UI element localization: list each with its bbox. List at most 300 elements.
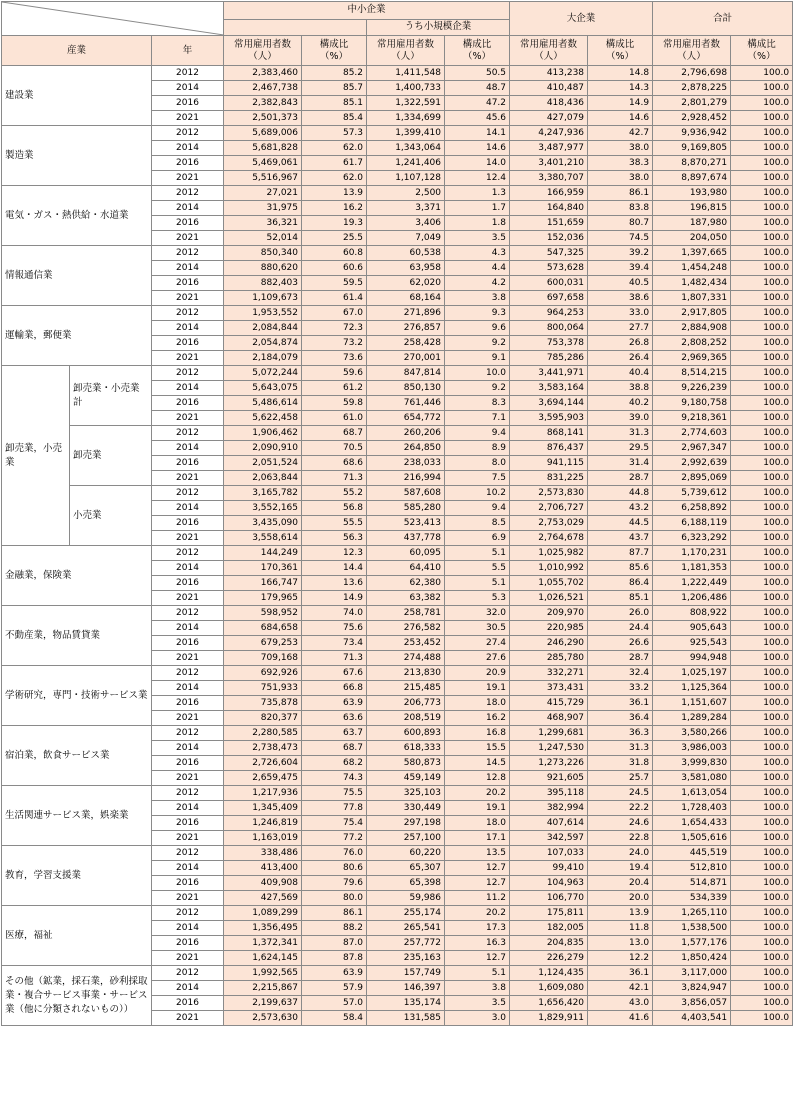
- employment-table-container: [1, 1, 792, 1026]
- total-employees-cell: 1,170,231: [653, 546, 731, 561]
- year-cell: 2012: [152, 366, 224, 381]
- sme-ratio-cell: 80.6: [302, 861, 367, 876]
- large-employees-cell: 1,124,435: [510, 966, 588, 981]
- large-ratio-cell: 43.0: [588, 996, 653, 1011]
- small-employees-cell: 1,322,591: [367, 96, 445, 111]
- total-employees-cell: 1,482,434: [653, 276, 731, 291]
- large-employees-cell: 831,225: [510, 471, 588, 486]
- year-cell: 2014: [152, 441, 224, 456]
- year-cell: 2012: [152, 306, 224, 321]
- large-ratio-cell: 33.2: [588, 681, 653, 696]
- small-employees-cell: 459,149: [367, 771, 445, 786]
- large-ratio-cell: 14.6: [588, 111, 653, 126]
- total-employees-cell: 6,188,119: [653, 516, 731, 531]
- year-cell: 2021: [152, 771, 224, 786]
- total-employees-cell: 3,824,947: [653, 981, 731, 996]
- year-cell: 2012: [152, 486, 224, 501]
- table-row: [2, 126, 793, 141]
- sme-ratio-cell: 57.9: [302, 981, 367, 996]
- sme-ratio-cell: 56.3: [302, 531, 367, 546]
- sme-employees-cell: 2,090,910: [224, 441, 302, 456]
- total-employees-cell: 534,339: [653, 891, 731, 906]
- total-ratio-cell: 100.0: [731, 546, 793, 561]
- total-employees-cell: 3,580,266: [653, 726, 731, 741]
- sme-employees-cell: 36,321: [224, 216, 302, 231]
- sme-ratio-cell: 85.7: [302, 81, 367, 96]
- total-ratio-cell: 100.0: [731, 426, 793, 441]
- large-employees-cell: 2,706,727: [510, 501, 588, 516]
- large-ratio-cell: 38.3: [588, 156, 653, 171]
- small-ratio-cell: 12.7: [445, 861, 510, 876]
- year-cell: 2014: [152, 381, 224, 396]
- year-cell: 2014: [152, 981, 224, 996]
- total-ratio-cell: 100.0: [731, 846, 793, 861]
- total-ratio-cell: 100.0: [731, 651, 793, 666]
- total-header: 合計: [653, 2, 793, 36]
- table-row: [2, 66, 793, 81]
- sme-ratio-cell: 55.5: [302, 516, 367, 531]
- sme-employees-cell: 3,552,165: [224, 501, 302, 516]
- small-ratio-cell: 5.1: [445, 576, 510, 591]
- year-cell: 2021: [152, 291, 224, 306]
- table-row: [2, 666, 793, 681]
- small-ratio-cell: 4.2: [445, 276, 510, 291]
- small-employees-cell: 264,850: [367, 441, 445, 456]
- small-employees-cell: 600,893: [367, 726, 445, 741]
- sme-ratio-cell: 59.8: [302, 396, 367, 411]
- small-ratio-cell: 14.1: [445, 126, 510, 141]
- sme-employees-cell: 31,975: [224, 201, 302, 216]
- large-ratio-cell: 43.2: [588, 501, 653, 516]
- large-employees-cell: 1,026,521: [510, 591, 588, 606]
- small-employees-cell: 253,452: [367, 636, 445, 651]
- large-employees-cell: 407,614: [510, 816, 588, 831]
- table-row: [2, 966, 793, 981]
- sme-ratio-cell: 67.0: [302, 306, 367, 321]
- total-ratio-cell: 100.0: [731, 801, 793, 816]
- small-employees-cell: 60,095: [367, 546, 445, 561]
- sme-employees-cell: 2,467,738: [224, 81, 302, 96]
- total-employees-cell: 8,514,215: [653, 366, 731, 381]
- small-employees-cell: 1,343,064: [367, 141, 445, 156]
- large-ratio-cell: 31.4: [588, 456, 653, 471]
- year-cell: 2016: [152, 396, 224, 411]
- sme-ratio-cell: 68.2: [302, 756, 367, 771]
- large-ratio-cell: 40.4: [588, 366, 653, 381]
- sme-employees-cell: 3,435,090: [224, 516, 302, 531]
- year-cell: 2012: [152, 546, 224, 561]
- total-employees-cell: 2,808,252: [653, 336, 731, 351]
- sme-employees-cell: 338,486: [224, 846, 302, 861]
- year-cell: 2012: [152, 246, 224, 261]
- small-ratio-header: 構成比 （%）: [445, 36, 510, 66]
- industry-cell: 宿泊業，飲食サービス業: [2, 726, 152, 786]
- total-ratio-cell: 100.0: [731, 351, 793, 366]
- large-employees-cell: 3,583,164: [510, 381, 588, 396]
- small-employees-cell: 270,001: [367, 351, 445, 366]
- corner-cell: [2, 2, 224, 36]
- small-employees-cell: 257,772: [367, 936, 445, 951]
- small-employees-cell: 62,380: [367, 576, 445, 591]
- large-ratio-cell: 42.1: [588, 981, 653, 996]
- small-employees-cell: 208,519: [367, 711, 445, 726]
- large-employees-cell: 753,378: [510, 336, 588, 351]
- large-ratio-cell: 38.8: [588, 381, 653, 396]
- small-employees-cell: 437,778: [367, 531, 445, 546]
- sme-employees-cell: 2,280,585: [224, 726, 302, 741]
- year-cell: 2014: [152, 81, 224, 96]
- large-employees-cell: 204,835: [510, 936, 588, 951]
- sme-employees-cell: 2,199,637: [224, 996, 302, 1011]
- small-ratio-cell: 5.3: [445, 591, 510, 606]
- small-ratio-cell: 5.5: [445, 561, 510, 576]
- sme-ratio-cell: 71.3: [302, 651, 367, 666]
- sme-employees-cell: 3,558,614: [224, 531, 302, 546]
- large-ratio-cell: 38.0: [588, 141, 653, 156]
- large-ratio-cell: 80.7: [588, 216, 653, 231]
- total-ratio-cell: 100.0: [731, 441, 793, 456]
- sme-employees-cell: 1,345,409: [224, 801, 302, 816]
- large-employees-cell: 226,279: [510, 951, 588, 966]
- sub-industry-cell: 小売業: [70, 486, 152, 546]
- large-ratio-cell: 85.6: [588, 561, 653, 576]
- sme-employees-cell: 179,965: [224, 591, 302, 606]
- total-ratio-cell: 100.0: [731, 456, 793, 471]
- small-employees-cell: 215,485: [367, 681, 445, 696]
- total-employees-cell: 1,577,176: [653, 936, 731, 951]
- sme-ratio-cell: 60.8: [302, 246, 367, 261]
- total-ratio-cell: 100.0: [731, 501, 793, 516]
- total-ratio-cell: 100.0: [731, 516, 793, 531]
- small-ratio-cell: 1.3: [445, 186, 510, 201]
- small-employees-cell: 146,397: [367, 981, 445, 996]
- year-cell: 2016: [152, 336, 224, 351]
- sme-employees-cell: 2,659,475: [224, 771, 302, 786]
- small-ratio-cell: 50.5: [445, 66, 510, 81]
- sme-ratio-cell: 13.9: [302, 186, 367, 201]
- total-employees-cell: 994,948: [653, 651, 731, 666]
- large-employees-cell: 107,033: [510, 846, 588, 861]
- total-employees-cell: 1,025,197: [653, 666, 731, 681]
- large-employees-cell: 332,271: [510, 666, 588, 681]
- sme-employees-cell: 1,356,495: [224, 921, 302, 936]
- small-ratio-cell: 18.0: [445, 816, 510, 831]
- total-ratio-cell: 100.0: [731, 711, 793, 726]
- sme-employees-cell: 5,516,967: [224, 171, 302, 186]
- large-employees-cell: 3,595,903: [510, 411, 588, 426]
- small-ratio-cell: 9.6: [445, 321, 510, 336]
- small-ratio-cell: 8.0: [445, 456, 510, 471]
- small-ratio-cell: 20.2: [445, 906, 510, 921]
- large-employees-cell: 2,764,678: [510, 531, 588, 546]
- sme-employees-cell: 409,908: [224, 876, 302, 891]
- sme-ratio-cell: 60.6: [302, 261, 367, 276]
- total-ratio-cell: 100.0: [731, 816, 793, 831]
- large-employees-cell: 415,729: [510, 696, 588, 711]
- small-employees-cell: 258,428: [367, 336, 445, 351]
- sme-ratio-cell: 55.2: [302, 486, 367, 501]
- total-ratio-cell: 100.0: [731, 741, 793, 756]
- total-employees-cell: 1,654,433: [653, 816, 731, 831]
- large-employees-cell: 182,005: [510, 921, 588, 936]
- total-ratio-cell: 100.0: [731, 141, 793, 156]
- sme-employees-cell: 1,992,565: [224, 966, 302, 981]
- sme-employees-cell: 2,726,604: [224, 756, 302, 771]
- total-employees-cell: 1,289,284: [653, 711, 731, 726]
- small-employees-cell: 580,873: [367, 756, 445, 771]
- total-employees-cell: 1,538,500: [653, 921, 731, 936]
- industry-cell: 医療，福祉: [2, 906, 152, 966]
- large-ratio-cell: 19.4: [588, 861, 653, 876]
- sme-employees-cell: 5,469,061: [224, 156, 302, 171]
- large-employees-cell: 4,247,936: [510, 126, 588, 141]
- year-cell: 2012: [152, 786, 224, 801]
- small-employees-cell: 271,896: [367, 306, 445, 321]
- small-ratio-cell: 12.8: [445, 771, 510, 786]
- small-ratio-cell: 9.3: [445, 306, 510, 321]
- large-ratio-cell: 13.9: [588, 906, 653, 921]
- small-employees-cell: 1,107,128: [367, 171, 445, 186]
- large-employees-cell: 418,436: [510, 96, 588, 111]
- sme-ratio-cell: 72.3: [302, 321, 367, 336]
- sme-employees-cell: 166,747: [224, 576, 302, 591]
- sme-ratio-cell: 61.2: [302, 381, 367, 396]
- total-employees-cell: 204,050: [653, 231, 731, 246]
- small-ratio-cell: 1.8: [445, 216, 510, 231]
- sme-ratio-cell: 77.8: [302, 801, 367, 816]
- total-employees-cell: 2,878,225: [653, 81, 731, 96]
- large-ratio-cell: 38.6: [588, 291, 653, 306]
- sme-ratio-cell: 63.9: [302, 966, 367, 981]
- small-ratio-cell: 45.6: [445, 111, 510, 126]
- year-cell: 2012: [152, 186, 224, 201]
- total-ratio-cell: 100.0: [731, 786, 793, 801]
- small-ratio-cell: 13.5: [445, 846, 510, 861]
- large-ratio-cell: 29.5: [588, 441, 653, 456]
- employment-table: [1, 1, 793, 1026]
- large-employees-cell: 2,753,029: [510, 516, 588, 531]
- small-employees-cell: 60,538: [367, 246, 445, 261]
- sme-employees-cell: 27,021: [224, 186, 302, 201]
- large-employees-cell: 285,780: [510, 651, 588, 666]
- large-employees-cell: 876,437: [510, 441, 588, 456]
- large-ratio-cell: 22.8: [588, 831, 653, 846]
- industry-cell: 生活関連サービス業，娯楽業: [2, 786, 152, 846]
- small-employees-cell: 68,164: [367, 291, 445, 306]
- small-ratio-cell: 48.7: [445, 81, 510, 96]
- small-ratio-cell: 9.4: [445, 501, 510, 516]
- sme-employees-cell: 679,253: [224, 636, 302, 651]
- sme-ratio-cell: 57.3: [302, 126, 367, 141]
- sme-ratio-cell: 70.5: [302, 441, 367, 456]
- large-ratio-cell: 83.8: [588, 201, 653, 216]
- total-employees-cell: 9,180,758: [653, 396, 731, 411]
- sme-ratio-cell: 59.5: [302, 276, 367, 291]
- sme-ratio-cell: 73.6: [302, 351, 367, 366]
- sme-employees-cell: 882,403: [224, 276, 302, 291]
- year-cell: 2014: [152, 561, 224, 576]
- sme-employees-cell: 5,622,458: [224, 411, 302, 426]
- total-ratio-cell: 100.0: [731, 276, 793, 291]
- sme-ratio-cell: 12.3: [302, 546, 367, 561]
- sme-employees-cell: 850,340: [224, 246, 302, 261]
- sme-ratio-cell: 74.0: [302, 606, 367, 621]
- small-ratio-cell: 8.3: [445, 396, 510, 411]
- small-employees-cell: 131,585: [367, 1011, 445, 1026]
- small-employees-cell: 1,241,406: [367, 156, 445, 171]
- sme-employees-cell: 2,501,373: [224, 111, 302, 126]
- industry-cell: 製造業: [2, 126, 152, 186]
- sme-employees-cell: 1,109,673: [224, 291, 302, 306]
- small-ratio-cell: 11.2: [445, 891, 510, 906]
- total-ratio-cell: 100.0: [731, 561, 793, 576]
- column-header-row: [2, 36, 793, 66]
- small-ratio-cell: 12.4: [445, 171, 510, 186]
- year-cell: 2012: [152, 906, 224, 921]
- large-employees-cell: 3,487,977: [510, 141, 588, 156]
- large-ratio-cell: 31.3: [588, 426, 653, 441]
- large-employees-cell: 697,658: [510, 291, 588, 306]
- sme-employees-cell: 2,383,460: [224, 66, 302, 81]
- large-employees-cell: 246,290: [510, 636, 588, 651]
- small-employees-cell: 260,206: [367, 426, 445, 441]
- year-cell: 2014: [152, 201, 224, 216]
- large-employees-cell: 152,036: [510, 231, 588, 246]
- large-ratio-cell: 31.3: [588, 741, 653, 756]
- large-employees-cell: 1,609,080: [510, 981, 588, 996]
- small-employees-cell: 850,130: [367, 381, 445, 396]
- small-ratio-cell: 30.5: [445, 621, 510, 636]
- total-ratio-cell: 100.0: [731, 111, 793, 126]
- large-ratio-cell: 28.7: [588, 651, 653, 666]
- small-ratio-cell: 9.1: [445, 351, 510, 366]
- total-ratio-cell: 100.0: [731, 666, 793, 681]
- total-ratio-cell: 100.0: [731, 81, 793, 96]
- large-employees-header: 常用雇用者数 （人）: [510, 36, 588, 66]
- total-employees-cell: 3,856,057: [653, 996, 731, 1011]
- large-ratio-cell: 24.5: [588, 786, 653, 801]
- small-employees-cell: 587,608: [367, 486, 445, 501]
- small-ratio-cell: 8.5: [445, 516, 510, 531]
- sme-employees-cell: 820,377: [224, 711, 302, 726]
- large-employees-cell: 151,659: [510, 216, 588, 231]
- year-cell: 2021: [152, 891, 224, 906]
- total-employees-cell: 8,870,271: [653, 156, 731, 171]
- large-ratio-cell: 41.6: [588, 1011, 653, 1026]
- small-ratio-cell: 12.7: [445, 876, 510, 891]
- small-employees-cell: 157,749: [367, 966, 445, 981]
- table-row: [2, 786, 793, 801]
- large-ratio-cell: 25.7: [588, 771, 653, 786]
- large-ratio-cell: 22.2: [588, 801, 653, 816]
- total-employees-cell: 6,323,292: [653, 531, 731, 546]
- total-ratio-cell: 100.0: [731, 171, 793, 186]
- total-employees-cell: 1,454,248: [653, 261, 731, 276]
- sme-employees-cell: 5,072,244: [224, 366, 302, 381]
- large-ratio-cell: 26.0: [588, 606, 653, 621]
- small-ratio-cell: 9.4: [445, 426, 510, 441]
- large-employees-cell: 1,025,982: [510, 546, 588, 561]
- year-cell: 2014: [152, 621, 224, 636]
- small-ratio-cell: 32.0: [445, 606, 510, 621]
- total-ratio-cell: 100.0: [731, 966, 793, 981]
- sme-employees-cell: 1,217,936: [224, 786, 302, 801]
- small-ratio-cell: 8.9: [445, 441, 510, 456]
- small-ratio-cell: 3.8: [445, 291, 510, 306]
- sme-ratio-cell: 73.4: [302, 636, 367, 651]
- year-cell: 2021: [152, 831, 224, 846]
- table-row: [2, 246, 793, 261]
- diagonal-line-icon: [2, 2, 224, 35]
- total-employees-cell: 2,884,908: [653, 321, 731, 336]
- large-ratio-cell: 32.4: [588, 666, 653, 681]
- total-ratio-cell: 100.0: [731, 471, 793, 486]
- sme-employees-cell: 2,215,867: [224, 981, 302, 996]
- year-cell: 2016: [152, 816, 224, 831]
- sme-ratio-cell: 58.4: [302, 1011, 367, 1026]
- large-ratio-cell: 44.5: [588, 516, 653, 531]
- small-employees-cell: 1,411,548: [367, 66, 445, 81]
- sme-employees-cell: 2,382,843: [224, 96, 302, 111]
- total-employees-cell: 2,967,347: [653, 441, 731, 456]
- small-ratio-cell: 6.9: [445, 531, 510, 546]
- small-ratio-cell: 18.0: [445, 696, 510, 711]
- sme-employees-cell: 1,163,019: [224, 831, 302, 846]
- large-ratio-cell: 87.7: [588, 546, 653, 561]
- total-employees-cell: 1,850,424: [653, 951, 731, 966]
- small-ratio-cell: 16.2: [445, 711, 510, 726]
- sme-ratio-header: 構成比 （%）: [302, 36, 367, 66]
- large-ratio-cell: 26.4: [588, 351, 653, 366]
- small-employees-cell: 618,333: [367, 741, 445, 756]
- sme-employees-cell: 144,249: [224, 546, 302, 561]
- small-employees-cell: 216,994: [367, 471, 445, 486]
- table-row: [2, 546, 793, 561]
- total-employees-cell: 187,980: [653, 216, 731, 231]
- table-row: [2, 486, 793, 501]
- industry-cell: 情報通信業: [2, 246, 152, 306]
- total-ratio-cell: 100.0: [731, 336, 793, 351]
- total-ratio-cell: 100.0: [731, 606, 793, 621]
- sme-ratio-cell: 88.2: [302, 921, 367, 936]
- sme-employees-cell: 2,738,473: [224, 741, 302, 756]
- industry-cell: 学術研究，専門・技術サービス業: [2, 666, 152, 726]
- sme-employees-cell: 5,486,614: [224, 396, 302, 411]
- total-employees-cell: 2,895,069: [653, 471, 731, 486]
- industry-cell: 卸売業，小売業: [2, 366, 70, 546]
- large-employees-cell: 3,441,971: [510, 366, 588, 381]
- small-employees-cell: 60,220: [367, 846, 445, 861]
- small-ratio-cell: 9.2: [445, 381, 510, 396]
- year-cell: 2014: [152, 801, 224, 816]
- large-ratio-cell: 40.2: [588, 396, 653, 411]
- small-employees-cell: 213,830: [367, 666, 445, 681]
- year-cell: 2021: [152, 711, 224, 726]
- small-employees-cell: 585,280: [367, 501, 445, 516]
- total-employees-cell: 4,403,541: [653, 1011, 731, 1026]
- sub-industry-cell: 卸売業・小売業計: [70, 366, 152, 426]
- large-ratio-cell: 31.8: [588, 756, 653, 771]
- large-ratio-cell: 36.3: [588, 726, 653, 741]
- total-employees-cell: 8,897,674: [653, 171, 731, 186]
- year-cell: 2014: [152, 741, 224, 756]
- total-employees-cell: 1,728,403: [653, 801, 731, 816]
- large-ratio-cell: 38.0: [588, 171, 653, 186]
- total-ratio-cell: 100.0: [731, 396, 793, 411]
- large-employees-cell: 547,325: [510, 246, 588, 261]
- year-cell: 2021: [152, 471, 224, 486]
- small-employees-cell: 257,100: [367, 831, 445, 846]
